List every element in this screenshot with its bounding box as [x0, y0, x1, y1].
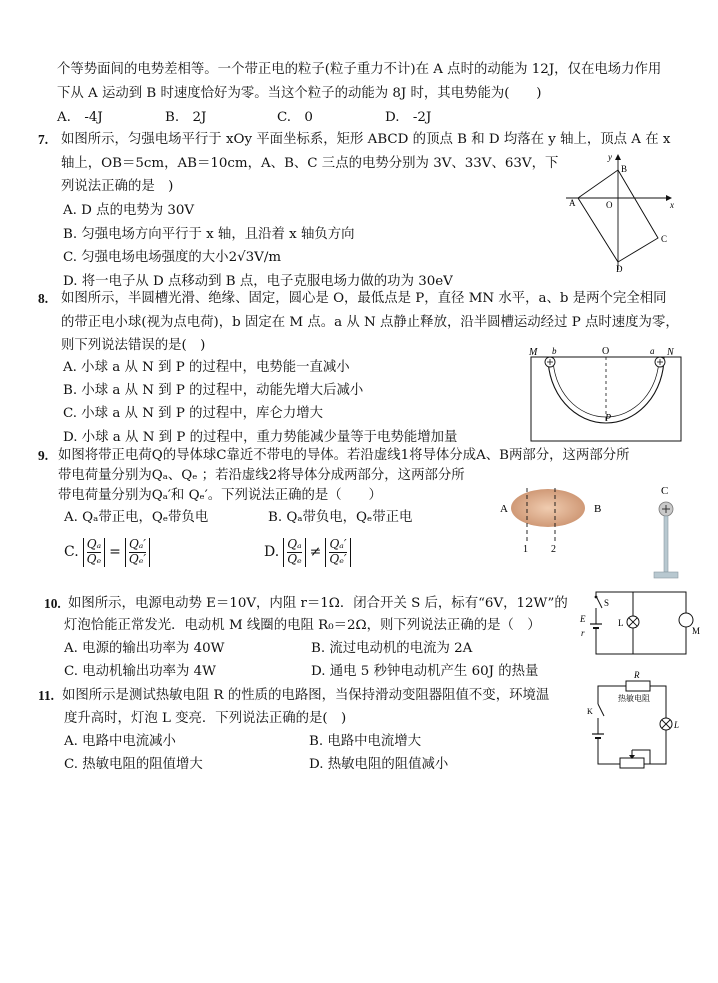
- q10-option-c: C. 电动机输出功率为 4W: [64, 664, 216, 679]
- q8-label-b: b: [552, 346, 557, 356]
- q8-option-d: D. 小球 a 从 N 到 P 的过程中，重力势能减少量等于电势能增加量: [63, 430, 458, 445]
- q8-line1: 如图所示，半圆槽光滑、绝缘、固定，圆心是 O，最低点是 P，直径 MN 水平，a、b 是两个完全相同: [61, 291, 667, 306]
- q8-option-a: A. 小球 a 从 N 到 P 的过程中，电势能一直减小: [63, 360, 350, 375]
- q6-option-d: D. -2J: [385, 110, 432, 125]
- q9-label-c: C: [661, 485, 669, 497]
- q9-label-1: 1: [523, 544, 528, 555]
- q10-label-r: r: [581, 628, 585, 638]
- q9-c-right-den: Qₑ′: [128, 551, 147, 566]
- q9-option-d-label: D.: [264, 544, 280, 561]
- q7-label-a: A: [569, 198, 576, 208]
- q8-option-b: B. 小球 a 从 N 到 P 的过程中，动能先增大后减小: [63, 383, 364, 398]
- q6-option-c: C. 0: [277, 110, 313, 125]
- q11-option-b: B. 电路中电流增大: [309, 734, 422, 749]
- q9-option-c-label: C.: [64, 544, 79, 561]
- q8-label-p: P: [605, 413, 612, 424]
- q9-line2: 带电荷量分别为Qₐ、Qₑ ；若沿虚线2将导体分成两部分，这两部分所: [58, 468, 465, 483]
- q9-d-right-den: Qₑ′: [329, 551, 347, 566]
- q9-c-equals: =: [109, 544, 121, 561]
- q7-option-b: B. 匀强电场方向平行于 x 轴，且沿着 x 轴负方向: [63, 227, 355, 242]
- q8-number: 8.: [38, 291, 49, 306]
- q8-label-n: N: [667, 347, 674, 358]
- q11-thermistor-circuit-figure: [586, 670, 686, 774]
- q9-d-left-num: Qₐ: [287, 537, 302, 551]
- q9-label-a: A: [500, 503, 508, 515]
- q6-line1: 个等势面间的电势差相等。一个带正电的粒子(粒子重力不计)在 A 点时的动能为 12J，仅在电场力作用: [57, 62, 662, 77]
- q7-rectangle-figure: [560, 150, 680, 275]
- q10-line1: 如图所示，电源电动势 E＝10V，内阻 r＝1Ω．闭合开关 S 后，标有“6V，12W”的: [68, 596, 568, 611]
- q11-option-a: A. 电路中电流减小: [64, 734, 176, 749]
- q10-label-m: M: [692, 626, 701, 636]
- q9-d-left-den: Qₑ: [287, 551, 302, 566]
- q9-line3: 带电荷量分别为Qₐ′和 Qₑ′。下列说法正确的是（ ）: [58, 488, 382, 503]
- q10-circuit-figure: [578, 588, 701, 660]
- q9-d-right-fraction: [325, 538, 350, 567]
- q8-line2: 的带正电小球(视为点电荷)，b 固定在 M 点。a 从 N 点静止释放，沿半圆槽运动经过 P 点时速度为零，: [61, 315, 679, 330]
- q9-line1: 如图将带正电荷Q的导体球C靠近不带电的导体。若沿虚线1将导体分成A、B两部分，这两部分所: [58, 448, 630, 463]
- q11-label-thermistor: 热敏电阻: [618, 694, 650, 703]
- q6-line2: 下从 A 运动到 B 时速度恰好为零。当这个粒子的动能为 8J 时，其电势能为( ): [57, 86, 542, 101]
- q6-option-b: B. 2J: [165, 110, 207, 125]
- q8-label-m: M: [529, 347, 538, 358]
- q7-line2: 轴上，OB＝5cm，AB＝10cm，A、B、C 三点的电势分别为 3V、33V、63V，下: [61, 156, 559, 171]
- q7-option-d: D. 将一电子从 D 点移动到 B 点，电子克服电场力做的功为 30eV: [63, 274, 453, 289]
- q7-label-x: x: [670, 200, 674, 210]
- q9-c-left-fraction: [83, 538, 105, 567]
- q9-option-a: A. Qₐ带正电，Qₑ带负电: [64, 510, 209, 525]
- q9-number: 9.: [38, 448, 49, 463]
- q7-label-c: C: [661, 234, 668, 244]
- q7-option-a: A. D 点的电势为 30V: [63, 203, 195, 218]
- q7-line3: 列说法正确的是 ): [61, 179, 174, 194]
- q11-option-c: C. 热敏电阻的阻值增大: [64, 757, 203, 772]
- q9-d-right-num: Qₐ′: [329, 537, 347, 551]
- q10-label-l: L: [618, 618, 624, 628]
- q8-semicircle-figure: [526, 345, 686, 445]
- q9-c-left-num: Qₐ: [86, 537, 102, 551]
- q7-label-b: B: [621, 164, 628, 174]
- q9-d-left-fraction: [283, 538, 305, 567]
- q9-d-notequal: ≠: [309, 544, 322, 561]
- q9-option-b: B. Qₐ带负电，Qₑ带正电: [268, 510, 413, 525]
- q11-label-l: L: [674, 720, 680, 730]
- q10-option-b: B. 流过电动机的电流为 2A: [311, 641, 473, 656]
- q9-c-right-fraction: [125, 538, 150, 567]
- q8-option-c: C. 小球 a 从 N 到 P 的过程中，库仑力增大: [63, 406, 323, 421]
- q8-label-o: O: [602, 346, 610, 357]
- q10-option-d: D. 通电 5 秒钟电动机产生 60J 的热量: [311, 664, 539, 679]
- q11-line1: 如图所示是测试热敏电阻 R 的性质的电路图，当保持滑动变阻器阻值不变，环境温: [62, 688, 550, 703]
- q9-option-d: [264, 538, 351, 567]
- q9-label-b: B: [594, 503, 602, 515]
- q7-line1: 如图所示，匀强电场平行于 xOy 平面坐标系，矩形 ABCD 的顶点 B 和 D 均落在 y 轴上，顶点 A 在 x: [61, 132, 671, 147]
- q7-number: 7.: [38, 132, 49, 147]
- q10-number: 10.: [44, 596, 61, 611]
- q6-option-a: A. -4J: [57, 110, 103, 125]
- q10-label-e: E: [580, 614, 586, 624]
- q11-number: 11.: [38, 688, 54, 703]
- q9-c-left-den: Qₑ: [86, 551, 102, 566]
- q7-label-d: D: [616, 264, 623, 274]
- q7-label-y: y: [608, 152, 612, 162]
- q10-line2: 灯泡恰能正常发光．电动机 M 线圈的电阻 R₀＝2Ω，则下列说法正确的是（ ）: [64, 618, 541, 633]
- q11-line2: 度升高时，灯泡 L 变亮．下列说法正确的是( ): [64, 711, 347, 726]
- q9-option-c: [64, 538, 150, 567]
- q10-label-s: S: [604, 598, 610, 608]
- q9-conductor-figure: [498, 480, 688, 590]
- q10-option-a: A. 电源的输出功率为 40W: [64, 641, 225, 656]
- q8-label-a: a: [650, 346, 655, 356]
- q7-label-o: O: [606, 200, 613, 210]
- q7-option-c: C. 匀强电场电场强度的大小2√3V/m: [63, 250, 282, 265]
- q9-label-2: 2: [551, 544, 556, 555]
- q8-line3: 则下列说法错误的是( ): [61, 338, 206, 353]
- q11-label-r: R: [634, 670, 640, 680]
- q9-c-right-num: Qₐ′: [128, 537, 147, 551]
- q11-option-d: D. 热敏电阻的阻值减小: [309, 757, 449, 772]
- q11-label-k: K: [587, 707, 593, 716]
